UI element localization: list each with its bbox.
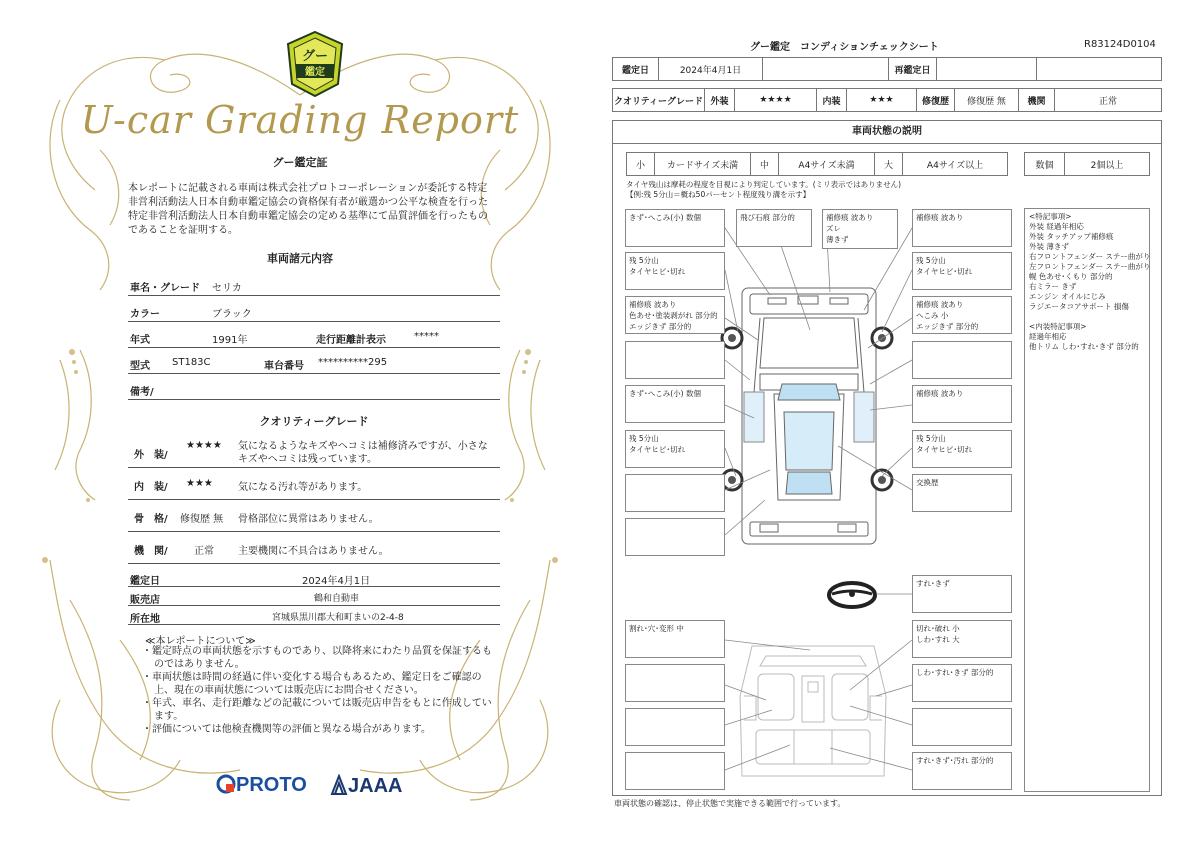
callout-text: 補修痕 波あり: [826, 213, 874, 222]
badge-line2: 鑑定: [305, 67, 325, 78]
tire-note-line1: タイヤ残山は摩耗の程度を目視により判定しています。(ミリ表示ではありません): [626, 180, 902, 189]
callout-text: きず･へこみ(小) 数個: [629, 389, 701, 398]
ext-label: 外装: [705, 89, 735, 112]
callout-text: タイヤヒビ･切れ: [629, 267, 686, 276]
badge-line1: グー: [301, 49, 329, 64]
info-row-shop: [128, 587, 500, 606]
spec-mileage-label: 走行距離計表示: [316, 335, 386, 346]
spec-remarks-label: 備考/: [130, 387, 154, 398]
quality-interior-comment: 気になる汚れ等があります。: [238, 482, 368, 493]
callout-text: タイヤヒビ･切れ: [916, 445, 973, 454]
quality-exterior-label: 外 装/: [134, 450, 168, 461]
callout-text: 切れ･破れ 小: [916, 624, 960, 633]
callout-text: 飛び石痕 部分的: [740, 213, 795, 222]
spec-year-label: 年式: [130, 335, 150, 346]
callout-text: エッジきず 部分的: [916, 322, 979, 331]
spec-section-title: 車両諸元内容: [267, 252, 333, 265]
notes-item: ・評価については他検査機関等の評価と異なる場合があります。: [142, 724, 431, 735]
callout-box-empty: [625, 474, 725, 512]
callout-box-empty: [625, 708, 725, 746]
remarks-item: 幌 色あせ･くもり 部分的: [1029, 272, 1113, 281]
spec-row-name: [128, 270, 500, 296]
spec-mileage-value: *****: [414, 331, 439, 342]
info-date-label: 鑑定日: [130, 576, 160, 587]
quality-row-frame: [128, 500, 500, 532]
spec-row-model: [128, 348, 500, 374]
jaaa-logo-text: JAAA: [348, 775, 403, 797]
spec-name-value: セリカ: [212, 283, 242, 294]
callout-text: 残 5分山: [629, 434, 659, 443]
legend-small-desc: カードサイズ未満: [655, 153, 751, 176]
quality-engine-comment: 主要機関に不具合はありません。: [238, 546, 389, 557]
info-address-label: 所在地: [130, 614, 160, 625]
callout-text: 残 5分山: [916, 434, 946, 443]
legend-medium-desc: A4サイズ未満: [779, 153, 875, 176]
legend-count-desc: 2個以上: [1065, 153, 1150, 176]
spec-row-year: [128, 322, 500, 348]
proto-logo-text: PROTO: [236, 774, 307, 796]
sheet-title: グー鑑定 コンディションチェックシート: [750, 42, 939, 53]
notes-item: ・年式、車名、走行距離などの記載については販売店申告をもとに作成しています。: [142, 698, 492, 722]
callout-text: 補修痕 波あり: [916, 300, 964, 309]
callout-text: しわ･すれ･きず 部分的: [916, 668, 994, 677]
callout-box-front-bumper: [822, 209, 898, 249]
quality-frame-label: 骨 格/: [134, 514, 168, 525]
callout-text: 薄きず: [826, 235, 849, 244]
callout-text: タイヤヒビ･切れ: [629, 445, 686, 454]
remarks-item: 外装 経過年相応: [1029, 222, 1084, 231]
callout-box-rear-left-tire: [625, 430, 725, 468]
callout-box-front-left-panel: [625, 209, 725, 247]
callout-box-front-right-panel: [912, 209, 1012, 247]
callout-box-front-left-tire: [625, 252, 725, 290]
proto-logo: [216, 774, 307, 797]
notes-item: ・鑑定時点の車両状態を示すものであり、以降将来にわたり品質を保証するものではありません。: [142, 646, 492, 670]
remarks-ext-title: <特記事項>: [1029, 212, 1072, 221]
callout-text: 色あせ･塗装剥がれ 部分的: [629, 311, 718, 320]
callout-box-empty: [625, 518, 725, 556]
callout-box-right-door: [912, 385, 1012, 423]
callout-box-steering: [912, 575, 1012, 613]
repair-value: 修復歴 無: [955, 89, 1019, 112]
remarks-item: エンジン オイルにじみ: [1029, 292, 1106, 301]
callout-text: 補修痕 波あり: [629, 300, 677, 309]
condition-check-sheet: [600, 0, 1200, 848]
quality-row-engine: [128, 532, 500, 564]
remarks-item: 左フロントフェンダー ステー曲がり: [1029, 262, 1151, 271]
spec-vin-label: 車台番号: [264, 361, 304, 372]
spec-color-label: カラー: [130, 309, 160, 320]
remarks-item: 右フロントフェンダー ステー曲がり: [1029, 252, 1151, 261]
int-value: ★★★: [847, 89, 917, 112]
spec-vin-value: **********295: [318, 357, 388, 368]
callout-box-left-fender: [625, 296, 725, 334]
quality-engine-value: 正常: [194, 546, 214, 557]
legend-small: 小: [627, 153, 655, 176]
remarks-int-title: <内装特記事項>: [1029, 322, 1087, 331]
info-row-date: [128, 568, 500, 587]
callout-box-front-right-tire: [912, 252, 1012, 290]
remarks-item: 他トリム しわ･すれ･きず 部分的: [1029, 342, 1139, 351]
spec-row-remarks: [128, 374, 500, 400]
quality-row-exterior: [128, 434, 500, 468]
callout-box-rear-right-tire: [912, 430, 1012, 468]
date-value: 2024年4月1日: [659, 58, 763, 81]
quality-frame-value: 修復歴 無: [180, 514, 224, 525]
callout-text: 交換歴: [916, 478, 939, 487]
callout-text: タイヤヒビ･切れ: [916, 267, 973, 276]
recheck-label: 再鑑定日: [889, 58, 937, 81]
special-remarks-panel: [1024, 208, 1150, 792]
callout-box-dashboard: [625, 620, 725, 658]
spec-color-value: ブラック: [212, 309, 252, 320]
legend-count: 数個: [1025, 153, 1065, 176]
callout-text: 割れ･穴･変形 中: [629, 624, 684, 633]
callout-box-empty: [912, 341, 1012, 379]
goo-kantei-badge: [284, 30, 346, 98]
quality-exterior-comment: 気になるようなキズやヘコミは補修済みですが、小さなキズやヘコミは残っています。: [238, 441, 488, 465]
repair-label: 修復歴: [917, 89, 955, 112]
callout-box-replaced: [912, 474, 1012, 512]
callout-box-right-fender: [912, 296, 1012, 334]
callout-box-empty: [912, 708, 1012, 746]
quality-frame-comment: 骨格部位に異常はありません。: [238, 514, 379, 525]
quality-grade-title: クオリティーグレード: [259, 415, 369, 428]
report-id: R83124D0104: [1084, 39, 1156, 50]
remarks-item: 経過年相応: [1029, 332, 1067, 341]
section-title: 車両状態の説明: [612, 120, 1162, 144]
remarks-item: ラジエータコアサポート 損傷: [1029, 302, 1129, 311]
spec-name-label: 車名・グレード: [130, 283, 200, 294]
remarks-item: 外装 薄きず: [1029, 242, 1069, 251]
info-shop-value: 鶴和自動車: [314, 594, 360, 604]
notes-item: ・車両状態は時間の経過に伴い変化する場合もあるため、鑑定日をご確認の上、現在の車両状態については販売店にお問合せください。: [142, 672, 482, 696]
int-label: 内装: [817, 89, 847, 112]
remarks-item: 右ミラー きず: [1029, 282, 1077, 291]
callout-text: きず･へこみ(小) 数個: [629, 213, 701, 222]
callout-text: しわ･すれ 大: [916, 635, 960, 644]
footer-note: 車両状態の確認は、停止状態で実施できる範囲で行っています。: [614, 799, 846, 808]
date-label: 鑑定日: [613, 58, 659, 81]
info-row-address: [128, 606, 500, 625]
spec-year-value: 1991年: [212, 335, 248, 346]
callout-text: 補修痕 波あり: [916, 389, 964, 398]
callout-text: 残 5分山: [916, 256, 946, 265]
qg-label: クオリティーグレード: [613, 89, 705, 112]
callout-text: すれ･きず･汚れ 部分的: [916, 756, 994, 765]
callout-box-door-trim: [912, 664, 1012, 702]
quality-row-interior: [128, 468, 500, 500]
jaaa-logo: [330, 774, 402, 798]
quality-exterior-value: ★★★★: [186, 440, 222, 451]
notes-list: [142, 645, 494, 736]
certificate-text: 本レポートに記載される車両は株式会社プロトコーポレーションが委託する特定非営利活動法人日本自動車鑑定協会の資格保有者が厳選かつ公平な検査を行った特定非営利活動法人日本自動車鑑定協会の定める基準にて品質評価を行ったものであることを証明する。: [128, 183, 488, 236]
legend-medium: 中: [751, 153, 779, 176]
callout-box-empty: [625, 752, 725, 790]
callout-text: 残 5分山: [629, 256, 659, 265]
spec-model-value: ST183C: [172, 357, 211, 368]
engine-value: 正常: [1055, 89, 1162, 112]
certificate-title: グー鑑定証: [272, 156, 328, 169]
callout-box-empty: [625, 664, 725, 702]
callout-box-driver-seat: [912, 620, 1012, 658]
callout-box-left-door: [625, 385, 725, 423]
legend-large: 大: [875, 153, 903, 176]
remarks-item: 外装 タッチアップ補修痕: [1029, 232, 1114, 241]
callout-text: エッジきず 部分的: [629, 322, 692, 331]
notes-title: ≪本レポートについて≫: [145, 636, 256, 647]
callout-box-empty: [625, 341, 725, 379]
spec-model-label: 型式: [130, 361, 150, 372]
tire-note-line2: 【例:残 5分山＝概ね50パーセント程度残り溝を示す】: [626, 190, 811, 199]
info-address-value: 宮城県黒川郡大和町まいの2-4-8: [272, 613, 404, 623]
callout-text: すれ･きず: [916, 579, 950, 588]
callout-text: ズレ: [826, 224, 841, 233]
ext-value: ★★★★: [735, 89, 817, 112]
callout-box-hood: [736, 209, 812, 247]
info-date-value: 2024年4月1日: [302, 576, 371, 587]
quality-interior-label: 内 装/: [134, 482, 168, 493]
report-script-title: U-car Grading Report: [80, 98, 520, 142]
callout-text: 補修痕 波あり: [916, 213, 964, 222]
callout-box-rear-seat: [912, 752, 1012, 790]
info-shop-label: 販売店: [130, 595, 160, 606]
spec-row-color: [128, 296, 500, 322]
legend-large-desc: A4サイズ以上: [903, 153, 1008, 176]
callout-text: へこみ 小: [916, 311, 949, 320]
quality-interior-value: ★★★: [186, 478, 213, 489]
quality-engine-label: 機 関/: [134, 546, 168, 557]
engine-label: 機関: [1019, 89, 1055, 112]
